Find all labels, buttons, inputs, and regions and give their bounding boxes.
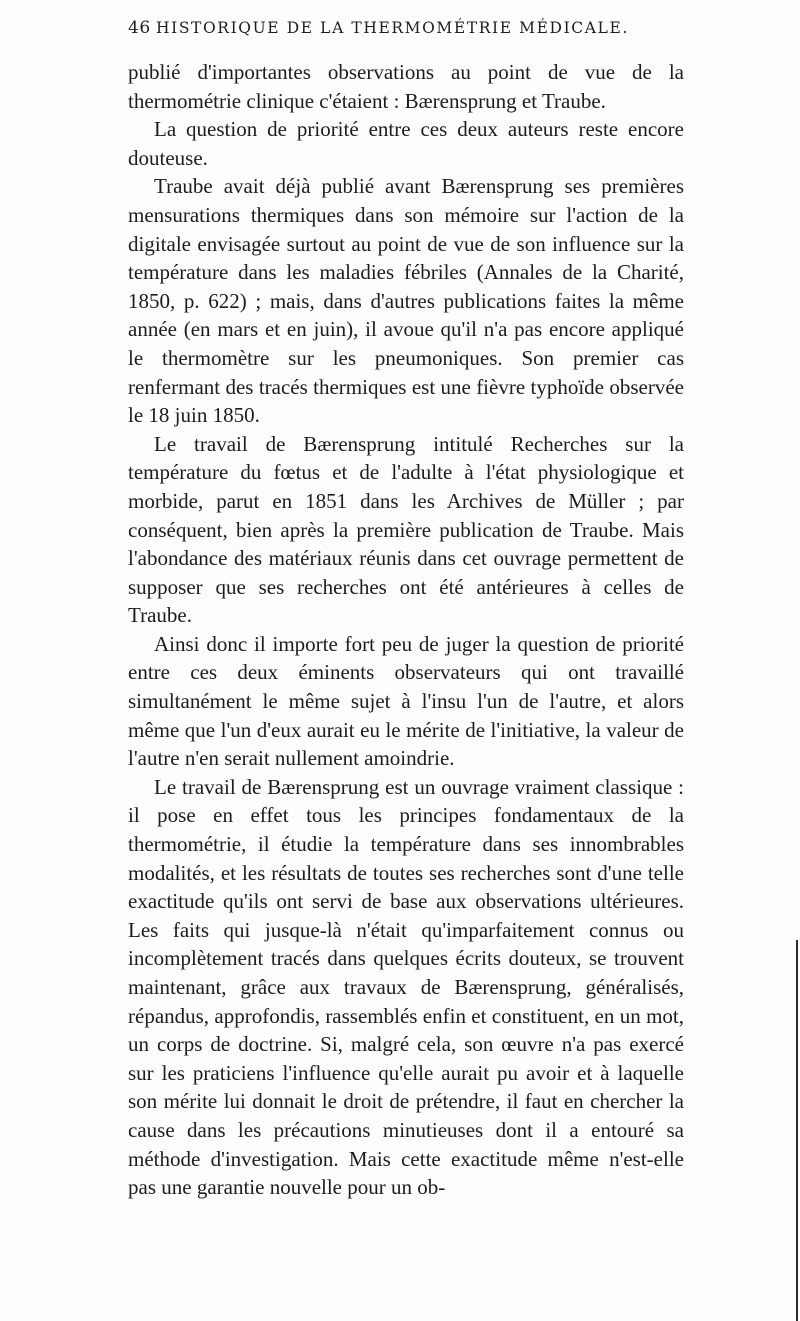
page-number: 46 (128, 18, 151, 38)
paragraph-2: La question de priorité entre ces deux auteurs reste encore douteuse. (128, 117, 684, 170)
page-edge-shadow (796, 940, 798, 1321)
running-title: HISTORIQUE DE LA THERMOMÉTRIE MÉDICALE. (156, 19, 629, 37)
paragraph-6: Le travail de Bærensprung est un ouvrage vraiment classique : il pose en effet tous les principes fondamentaux de la thermométrie, il étudie la température dans ses innombrables modalités, et les résultats de toutes ses recherches sont d'une telle exactitude qu'ils ont servi de base aux observations ultérieures. Les faits qui jusque-là n'était qu'imparfaitement connus ou incomplètement tracés dans quelques écrits douteux, se trouvent maintenant, grâce aux travaux de Bærensprung, généralisés, répandus, approfondis, rassemblés enfin et constituent, en un mot, un corps de doctrine. Si, malgré cela, son œuvre n'a pas exercé sur les praticiens l'influence qu'elle aurait pu avoir et à laquelle son mérite lui donnait le droit de prétendre, il faut en chercher la cause dans les précautions minutieuses dont il a entouré sa méthode d'investigation. Mais cette exactitude même n'est-elle pas une garantie nouvelle pour un ob- (128, 774, 684, 1200)
page-header (128, 18, 688, 48)
paragraph-5: Ainsi donc il importe fort peu de juger la question de priorité entre ces deux éminents observateurs qui ont travaillé simultanément le même sujet à l'insu l'un de l'autre, et alors même que l'un d'eux aurait eu le mérite de l'initiative, la valeur de l'autre n'en serait nullement amoindrie. (128, 631, 684, 771)
paragraph-4: Le travail de Bærensprung intitulé Recherches sur la température du fœtus et de l'adulte à l'état physiologique et morbide, parut en 1851 dans les Archives de Müller ; par conséquent, bien après la première publication de Traube. Mais l'abondance des matériaux réunis dans cet ouvrage permettent de supposer que ses recherches ont été antérieures à celles de Traube. (128, 431, 684, 628)
body-text (128, 58, 684, 1202)
paragraph-1: publié d'importantes observations au point de vue de la thermométrie clinique c'étaient : Bærensprung et Traube. (128, 60, 684, 113)
paragraph-3: Traube avait déjà publié avant Bærensprung ses premières mensurations thermiques dans son mémoire sur l'action de la digitale envisagée surtout au point de vue de son influence sur la température dans les maladies fébriles (Annales de la Charité, 1850, p. 622) ; mais, dans d'autres publications faites la même année (en mars et en juin), il avoue qu'il n'a pas encore appliqué le thermomètre sur les pneumoniques. Son premier cas renfermant des tracés thermiques est une fièvre typhoïde observée le 18 juin 1850. (128, 174, 684, 428)
